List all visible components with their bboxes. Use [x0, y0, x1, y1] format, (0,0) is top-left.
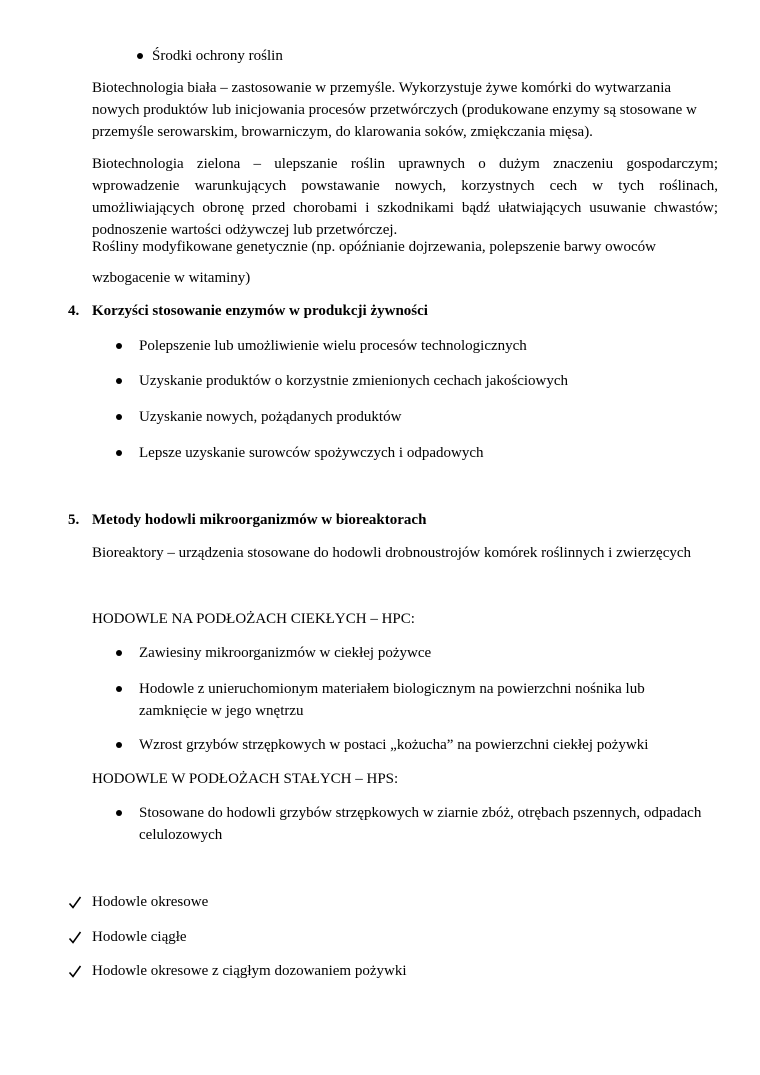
section-number: 5. — [68, 512, 80, 528]
list-item-text: Polepszenie lub umożliwienie wielu procesów technologicznych — [139, 338, 527, 354]
list-item-text: Lepsze uzyskanie surowców spożywczych i odpadowych — [139, 445, 484, 461]
list-item-text: Uzyskanie produktów o korzystnie zmienionych cechach jakościowych — [139, 373, 569, 389]
bullet-dot — [137, 53, 143, 59]
bullet-dot — [116, 414, 122, 420]
subheading-hpc: HODOWLE NA PODŁOŻACH CIEKŁYCH – HPC: — [92, 611, 415, 627]
checkmark-icon — [68, 891, 82, 913]
bullet-dot — [116, 686, 122, 692]
list-item-text: Stosowane do hodowli grzybów strzępkowych w ziarnie zbóż, otrębach pszennych, odpadach celulozowych — [139, 805, 702, 843]
bullet-dot — [116, 742, 122, 748]
checklist-item-text: Hodowle okresowe z ciągłym dozowaniem pożywki — [92, 963, 407, 979]
list-item-text: Środki ochrony roślin — [152, 48, 283, 64]
bullet-dot — [116, 450, 122, 456]
section-number: 4. — [68, 303, 80, 319]
checkmark-icon — [68, 926, 82, 948]
list-item-text: Uzyskanie nowych, pożądanych produktów — [139, 409, 402, 425]
paragraph-biotechnologia-biala: Biotechnologia biała – zastosowanie w przemyśle. Wykorzystuje żywe komórki do wytwarzania nowych produktów lub inicjowania procesów przetwórczych (produkowane enzymy są stosowane w przemyśle serowarskim, browarniczym, do klarowania soków, zmiękczania mięsa). — [92, 80, 697, 140]
bullet-dot — [116, 378, 122, 384]
list-item-text: Hodowle z unieruchomionym materiałem biologicznym na powierzchni nośnika lub zamknięcie w jego wnętrzu — [139, 681, 645, 719]
checkmark-icon — [68, 960, 82, 982]
bullet-dot — [116, 810, 122, 816]
list-item-text: Zawiesiny mikroorganizmów w ciekłej pożywce — [139, 645, 432, 661]
section-title: Korzyści stosowanie enzymów w produkcji żywności — [92, 303, 428, 319]
list-item-text: Wzrost grzybów strzępkowych w postaci „kożucha” na powierzchni ciekłej pożywki — [139, 737, 649, 753]
paragraph-bioreaktory: Bioreaktory – urządzenia stosowane do hodowli drobnoustrojów komórek roślinnych i zwierzęcych — [92, 545, 692, 561]
subheading-hps: HODOWLE W PODŁOŻACH STAŁYCH – HPS: — [92, 771, 399, 787]
checklist-item-text: Hodowle ciągłe — [92, 929, 187, 945]
checklist-item-text: Hodowle okresowe — [92, 894, 209, 910]
bullet-dot — [116, 650, 122, 656]
paragraph-biotechnologia-zielona: Biotechnologia zielona – ulepszanie roślin uprawnych o dużym znaczeniu gospodarczym; wprowadzenie warunkujących powstawanie nowych, korzystnych cech w tych roślinach, umożliwiających obronę przed chorobami i szkodnikami bądź ułatwiających usuwanie chwastów; podnoszenie wartości odżywczej lub przetwórczej. — [92, 156, 718, 238]
bullet-dot — [116, 343, 122, 349]
paragraph-rosliny-modyfikowane: Rośliny modyfikowane genetycznie (np. opóźnianie dojrzewania, polepszenie barwy owoców — [92, 239, 656, 255]
paragraph-wzbogacenie: wzbogacenie w witaminy) — [92, 270, 251, 286]
section-title: Metody hodowli mikroorganizmów w bioreaktorach — [92, 512, 427, 528]
